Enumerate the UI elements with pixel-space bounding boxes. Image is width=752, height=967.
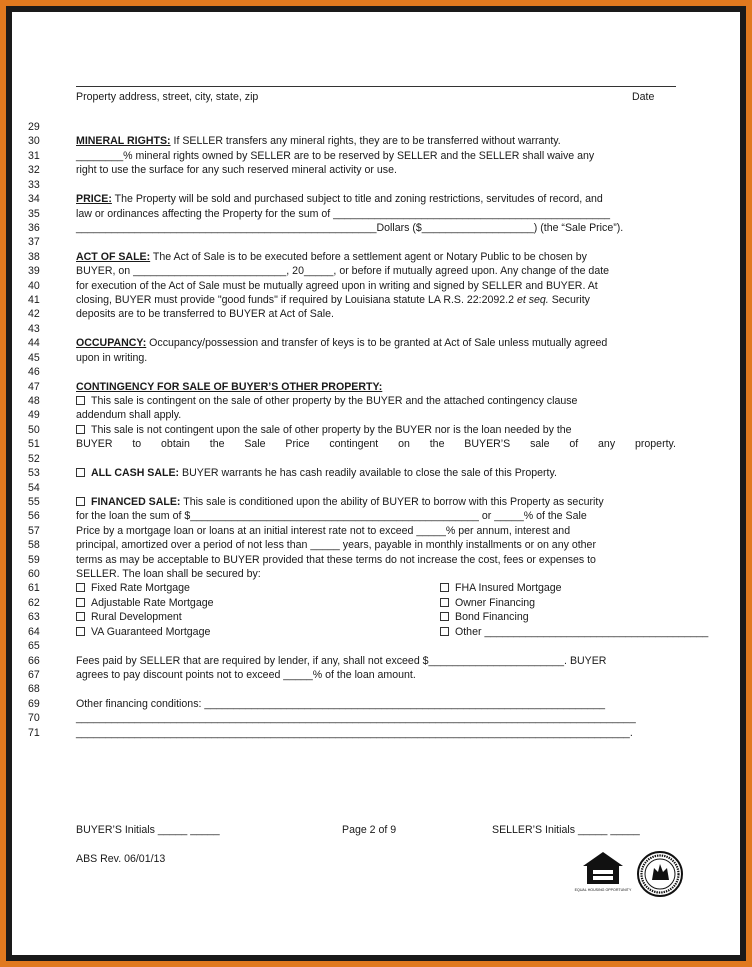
line-text: ______________________________________________________________________________________________. bbox=[76, 726, 633, 739]
form-line bbox=[12, 567, 740, 581]
line-number: 51 bbox=[28, 438, 40, 451]
line-text: ACT OF SALE: The Act of Sale is to be executed before a settlement agent or Notary Public to be chosen by bbox=[76, 250, 587, 263]
line-text: right to use the surface for any such reserved mineral activity or use. bbox=[76, 164, 397, 177]
line-text: OCCUPANCY: Occupancy/possession and transfer of keys is to be granted at Act of Sale unless mutually agreed bbox=[76, 337, 608, 350]
line-text: This sale is contingent on the sale of other property by the BUYER and the attached contingency clause bbox=[76, 394, 676, 408]
line-text: FINANCED SALE: This sale is conditioned upon the ability of BUYER to borrow with this Property as security bbox=[76, 495, 676, 509]
document-page bbox=[12, 12, 740, 955]
date-label: Date bbox=[632, 91, 655, 103]
form-line bbox=[12, 639, 740, 653]
line-number: 67 bbox=[28, 668, 40, 681]
line-text: ________% mineral rights owned by SELLER are to be reserved by SELLER and the SELLER shall waive any bbox=[76, 149, 595, 162]
seller-initials: SELLER’S Initials _____ _____ bbox=[492, 824, 640, 836]
checkbox-icon[interactable] bbox=[440, 598, 449, 607]
line-number: 31 bbox=[28, 149, 40, 162]
form-line bbox=[12, 654, 740, 668]
line-text: MINERAL RIGHTS: If SELLER transfers any mineral rights, they are to be transferred without warranty. bbox=[76, 135, 561, 148]
line-text: _______________________________________________________________________________________________ bbox=[76, 712, 636, 725]
line-number: 42 bbox=[28, 308, 40, 321]
form-line bbox=[12, 235, 740, 249]
line-text: SELLER. The loan shall be secured by: bbox=[76, 568, 261, 581]
form-line bbox=[12, 279, 740, 293]
form-line bbox=[12, 250, 740, 264]
section-heading: FINANCED SALE: bbox=[91, 495, 181, 508]
form-line bbox=[12, 163, 740, 177]
form-line bbox=[12, 423, 740, 437]
line-text: principal, amortized over a period of not less than _____ years, payable in monthly installments or on any other bbox=[76, 539, 596, 552]
financing-option[interactable]: Rural Development bbox=[76, 611, 182, 623]
form-line bbox=[12, 682, 740, 696]
form-line bbox=[12, 452, 740, 466]
form-line bbox=[12, 394, 740, 408]
financing-option[interactable]: Adjustable Rate Mortgage bbox=[76, 597, 214, 609]
line-number: 35 bbox=[28, 207, 40, 220]
line-text: This sale is not contingent upon the sale of other property by the BUYER nor is the loan needed by the bbox=[76, 423, 676, 437]
line-number: 32 bbox=[28, 164, 40, 177]
section-heading: PRICE: bbox=[76, 193, 112, 206]
checkbox-icon[interactable] bbox=[76, 627, 85, 636]
checkbox-icon[interactable] bbox=[76, 425, 85, 434]
line-number: 55 bbox=[28, 495, 40, 508]
commission-seal-logo bbox=[636, 850, 684, 898]
checkbox-icon[interactable] bbox=[76, 396, 85, 405]
line-number: 43 bbox=[28, 322, 40, 335]
line-number: 37 bbox=[28, 236, 40, 249]
form-line bbox=[12, 668, 740, 682]
line-text: Price by a mortgage loan or loans at an initial interest rate not to exceed _____% per annum, interest and bbox=[76, 524, 571, 537]
form-line bbox=[12, 509, 740, 523]
line-number: 30 bbox=[28, 135, 40, 148]
line-number: 64 bbox=[28, 625, 40, 638]
form-line bbox=[12, 481, 740, 495]
line-text: for the loan the sum of $_________________________________________________ or _____% of the Sale bbox=[76, 510, 587, 523]
form-line bbox=[12, 307, 740, 321]
financing-option[interactable]: Other ______________________________________ bbox=[440, 625, 708, 639]
line-text: Fees paid by SELLER that are required by lender, if any, shall not exceed $_______________________. BUYER bbox=[76, 654, 607, 667]
revision-label: ABS Rev. 06/01/13 bbox=[76, 853, 166, 865]
line-text bbox=[76, 625, 709, 639]
line-text: upon in writing. bbox=[76, 351, 148, 364]
form-line bbox=[12, 380, 740, 394]
checkbox-icon[interactable] bbox=[440, 612, 449, 621]
line-number: 58 bbox=[28, 539, 40, 552]
section-heading: OCCUPANCY: bbox=[76, 337, 147, 350]
form-line bbox=[12, 581, 740, 595]
address-label: Property address, street, city, state, zip bbox=[76, 91, 259, 103]
checkbox-icon[interactable] bbox=[76, 583, 85, 592]
form-line bbox=[12, 697, 740, 711]
line-text bbox=[76, 610, 696, 624]
equal-housing-logo bbox=[574, 850, 632, 898]
line-text: ___________________________________________________Dollars ($___________________) (the “Sale Price”). bbox=[76, 221, 624, 234]
line-text: for execution of the Act of Sale must be mutually agreed upon in writing and signed by SELLER and BUYER. At bbox=[76, 279, 598, 292]
line-number: 41 bbox=[28, 294, 40, 307]
line-number: 62 bbox=[28, 596, 40, 609]
address-rule bbox=[76, 86, 676, 87]
form-line bbox=[12, 207, 740, 221]
line-number: 48 bbox=[28, 394, 40, 407]
financing-option[interactable]: Fixed Rate Mortgage bbox=[76, 582, 190, 594]
line-number: 54 bbox=[28, 481, 40, 494]
line-number: 40 bbox=[28, 279, 40, 292]
line-number: 50 bbox=[28, 423, 40, 436]
line-text: law or ordinances affecting the Property for the sum of _______________________________________________ bbox=[76, 207, 611, 220]
line-number: 29 bbox=[28, 121, 40, 133]
line-number: 56 bbox=[28, 510, 40, 523]
line-number: 63 bbox=[28, 611, 40, 624]
line-number: 57 bbox=[28, 524, 40, 537]
line-text: PRICE: The Property will be sold and purchased subject to title and zoning restrictions, servitudes of record, and bbox=[76, 193, 603, 206]
line-text: deposits are to be transferred to BUYER at Act of Sale. bbox=[76, 308, 334, 321]
form-line bbox=[12, 322, 740, 336]
line-number: 39 bbox=[28, 265, 40, 278]
eho-caption: EQUAL HOUSING OPPORTUNITY bbox=[574, 888, 632, 892]
section-heading: ACT OF SALE: bbox=[76, 250, 151, 263]
form-line bbox=[12, 596, 740, 610]
form-line bbox=[12, 149, 740, 163]
form-line bbox=[12, 221, 740, 235]
form-line bbox=[12, 553, 740, 567]
line-number: 45 bbox=[28, 351, 40, 364]
form-line bbox=[12, 408, 740, 422]
line-number: 47 bbox=[28, 380, 40, 393]
form-line bbox=[12, 524, 740, 538]
form-line bbox=[12, 466, 740, 480]
line-number: 69 bbox=[28, 697, 40, 710]
line-text: addendum shall apply. bbox=[76, 409, 182, 422]
line-text: terms as may be acceptable to BUYER provided that these terms do not increase the cost, fees or expenses to bbox=[76, 553, 596, 566]
line-number: 66 bbox=[28, 654, 40, 667]
line-text: agrees to pay discount points not to exceed _____% of the loan amount. bbox=[76, 668, 416, 681]
line-number: 71 bbox=[28, 726, 40, 739]
line-number: 46 bbox=[28, 366, 40, 379]
page-number: Page 2 of 9 bbox=[342, 824, 397, 836]
form-line bbox=[12, 610, 740, 624]
financing-option[interactable]: Bond Financing bbox=[440, 610, 529, 624]
line-text: ALL CASH SALE: BUYER warrants he has cash readily available to close the sale of this Property. bbox=[76, 466, 676, 480]
form-line bbox=[12, 365, 740, 379]
form-line bbox=[12, 726, 740, 740]
form-line bbox=[12, 538, 740, 552]
line-text bbox=[76, 581, 696, 595]
section-heading: ALL CASH SALE: bbox=[91, 467, 180, 480]
line-number: 59 bbox=[28, 553, 40, 566]
checkbox-icon[interactable] bbox=[76, 497, 85, 506]
checkbox-icon[interactable] bbox=[440, 627, 449, 636]
line-text: BUYER, on __________________________, 20_____, or before if mutually agreed upon. Any change of the date bbox=[76, 265, 610, 278]
form-line bbox=[12, 336, 740, 350]
form-line bbox=[12, 134, 740, 148]
line-number: 44 bbox=[28, 337, 40, 350]
line-number: 49 bbox=[28, 409, 40, 422]
line-number: 60 bbox=[28, 568, 40, 581]
form-line bbox=[12, 293, 740, 307]
line-number: 53 bbox=[28, 467, 40, 480]
form-line bbox=[12, 711, 740, 725]
checkbox-icon[interactable] bbox=[440, 583, 449, 592]
line-text bbox=[76, 380, 676, 394]
line-number: 36 bbox=[28, 221, 40, 234]
form-line bbox=[12, 264, 740, 278]
checkbox-icon[interactable] bbox=[76, 468, 85, 477]
line-text: closing, BUYER must provide "good funds" if required by Louisiana statute LA R.S. 22:2092.2 et seq. Security bbox=[76, 294, 590, 307]
form-line bbox=[12, 120, 740, 134]
line-number: 38 bbox=[28, 250, 40, 263]
line-number: 34 bbox=[28, 193, 40, 206]
line-number: 52 bbox=[28, 452, 40, 465]
form-line bbox=[12, 178, 740, 192]
line-number: 70 bbox=[28, 712, 40, 725]
line-text: Other financing conditions: ____________________________________________________________________ bbox=[76, 697, 606, 710]
buyer-initials: BUYER’S Initials _____ _____ bbox=[76, 824, 220, 836]
line-number: 65 bbox=[28, 640, 40, 653]
section-heading: CONTINGENCY FOR SALE OF BUYER’S OTHER PROPERTY: bbox=[76, 380, 383, 393]
line-number: 61 bbox=[28, 582, 40, 595]
checkbox-icon[interactable] bbox=[76, 598, 85, 607]
form-line bbox=[12, 495, 740, 509]
checkbox-icon[interactable] bbox=[76, 612, 85, 621]
financing-option[interactable]: FHA Insured Mortgage bbox=[440, 581, 562, 595]
line-text: BUYER to obtain the Sale Price contingent on the BUYER’S sale of any property. bbox=[76, 438, 676, 451]
line-text bbox=[76, 596, 696, 610]
line-number: 33 bbox=[28, 178, 40, 191]
form-line bbox=[12, 192, 740, 206]
form-line bbox=[12, 437, 740, 451]
form-line bbox=[12, 625, 740, 639]
line-number: 68 bbox=[28, 683, 40, 696]
section-heading: MINERAL RIGHTS: bbox=[76, 135, 171, 148]
form-line bbox=[12, 351, 740, 365]
financing-option[interactable]: VA Guaranteed Mortgage bbox=[76, 626, 210, 638]
financing-option[interactable]: Owner Financing bbox=[440, 596, 535, 610]
